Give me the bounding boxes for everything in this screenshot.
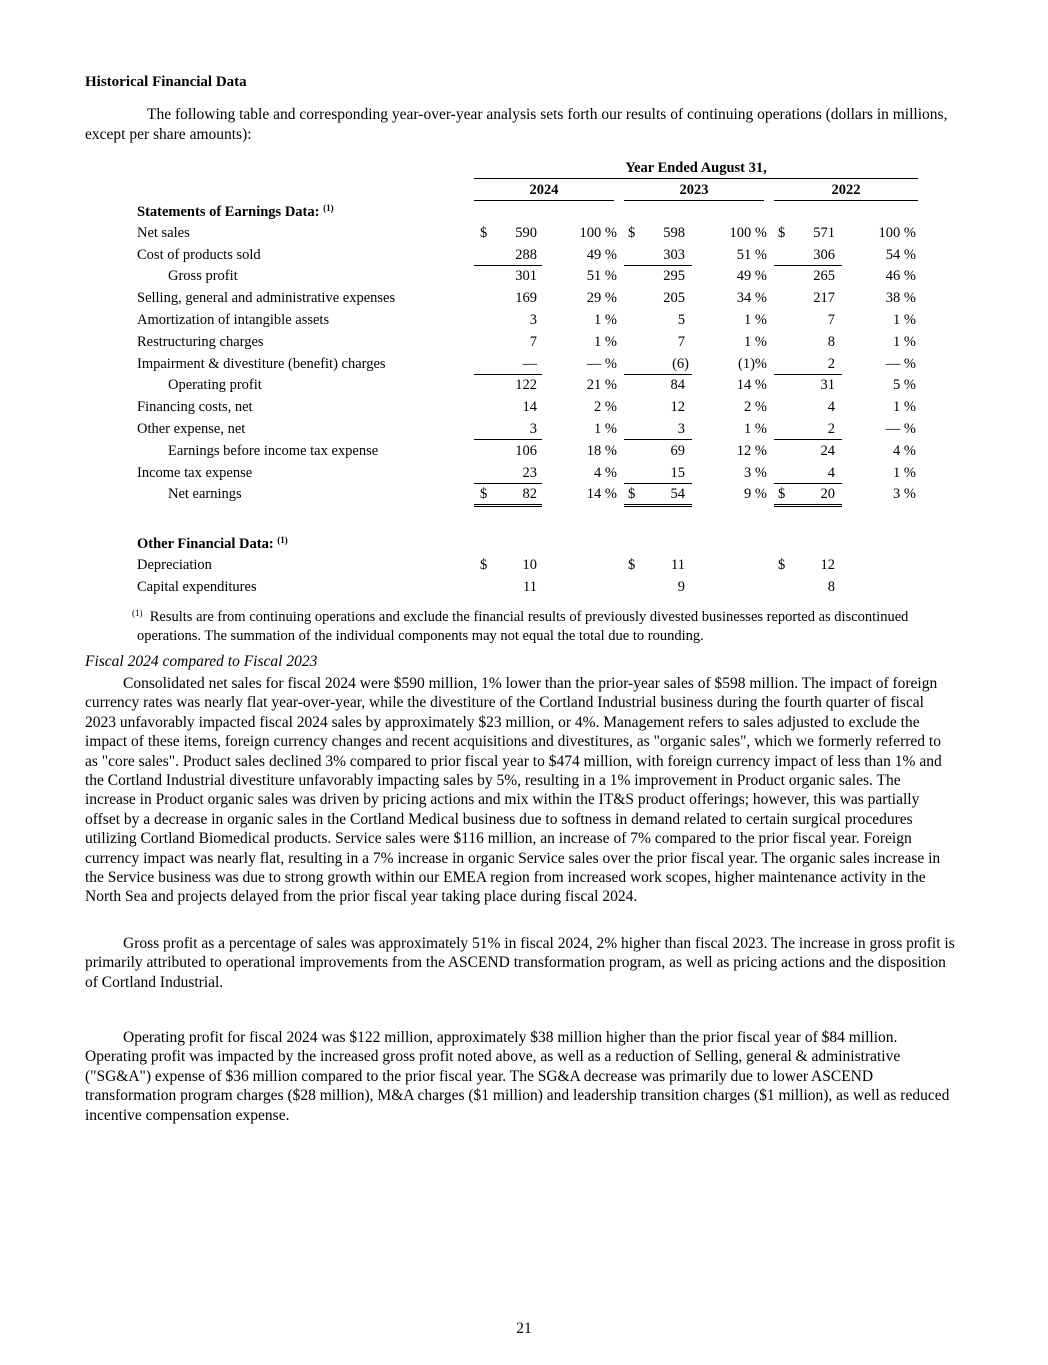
percent-2022: 1 % [893, 399, 916, 416]
amount-2022: 20 [820, 486, 835, 503]
row-label: Depreciation [137, 556, 212, 573]
percent-2023: 100 % [729, 224, 767, 241]
amount-2022: 4 [827, 464, 835, 481]
amount-2024: 106 [515, 442, 537, 459]
amount-2023: 11 [671, 556, 685, 573]
row-label: Earnings before income tax expense [168, 442, 379, 459]
percent-2024: 4 % [594, 464, 617, 481]
percent-2022: 54 % [885, 246, 916, 263]
percent-2023: 1 % [744, 333, 767, 350]
period-header-rule [474, 178, 918, 179]
percent-2024: 100 % [579, 224, 617, 241]
subheading: Fiscal 2024 compared to Fiscal 2023 [85, 653, 318, 670]
amount-2023: (6) [672, 355, 689, 372]
amount-2024: 7 [529, 333, 537, 350]
row-label: Other expense, net [137, 420, 246, 437]
footnote-marker: (1) [132, 608, 143, 618]
amount-2024: 82 [522, 486, 537, 503]
amount-2022: 12 [820, 556, 835, 573]
row-label: Impairment & divestiture (benefit) charges [137, 355, 386, 372]
amount-2024: 10 [522, 556, 537, 573]
amount-2024: — [522, 355, 537, 372]
amount-2022: 2 [827, 420, 835, 437]
currency-symbol: $ [480, 556, 488, 573]
percent-2024: 49 % [586, 246, 617, 263]
amount-2023: 9 [677, 578, 685, 595]
table-row [134, 266, 918, 288]
percent-2023: 14 % [736, 377, 767, 394]
table-row [134, 419, 918, 441]
spacer-row [134, 506, 918, 533]
percent-2022: — % [885, 420, 916, 437]
table-row [134, 354, 918, 376]
table-row [134, 555, 918, 577]
percent-2023: 51 % [736, 246, 767, 263]
table-row [134, 375, 918, 397]
table-row [134, 463, 918, 485]
amount-2022: 24 [820, 442, 835, 459]
amount-2024: 14 [522, 399, 537, 416]
table-row [134, 245, 918, 267]
row-label: Net earnings [168, 486, 242, 503]
row-label: Net sales [137, 224, 190, 241]
percent-2023: 9 % [744, 486, 767, 503]
percent-2024: — % [586, 355, 617, 372]
row-label: Gross profit [168, 268, 238, 285]
amount-2022: 2 [827, 355, 835, 372]
percent-2023: 1 % [744, 311, 767, 328]
section-title: Historical Financial Data [85, 74, 247, 90]
row-label: Restructuring charges [137, 333, 264, 350]
amount-2023: 3 [677, 420, 685, 437]
percent-2022: 1 % [893, 464, 916, 481]
amount-2023: 5 [677, 311, 685, 328]
percent-2024: 18 % [586, 442, 617, 459]
amount-2022: 31 [820, 377, 835, 394]
percent-2022: 5 % [893, 377, 916, 394]
statements-heading: Statements of Earnings Data: $^{(1)}$ [137, 203, 334, 220]
amount-2024: 288 [515, 246, 537, 263]
amount-2023: 205 [663, 290, 685, 307]
percent-2023: 2 % [744, 399, 767, 416]
currency-symbol: $ [778, 556, 786, 573]
percent-2024: 1 % [594, 333, 617, 350]
intro-paragraph: The following table and corresponding year-over-year analysis sets forth our results of continuing operations (dollars in millions, except per share amounts): [85, 106, 948, 143]
amount-2023: 598 [663, 224, 685, 241]
other-heading: Other Financial Data: $^{(1)}$ [137, 535, 288, 553]
row-label: Operating profit [168, 377, 262, 394]
year-header-2023: 2023 [679, 182, 709, 198]
amount-2024: 3 [529, 420, 537, 437]
amount-2022: 571 [813, 224, 835, 241]
amount-2024: 122 [515, 377, 537, 394]
year-header-2022: 2022 [831, 182, 861, 198]
percent-2022: 46 % [885, 268, 916, 285]
percent-2023: (1)% [738, 355, 767, 372]
amount-2023: 303 [663, 246, 685, 263]
table-row [134, 484, 918, 506]
currency-symbol: $ [778, 224, 786, 241]
amount-2022: 7 [827, 311, 835, 328]
page-number: 21 [516, 1320, 532, 1337]
percent-2022: 38 % [885, 290, 916, 307]
percent-2024: 29 % [586, 290, 617, 307]
percent-2024: 1 % [594, 420, 617, 437]
paragraph-gross-profit: Gross profit as a percentage of sales was approximately 51% in fiscal 2024, 2% higher than fiscal 2023. The increase in gross profit is primarily attributed to operational improvements from the ASCEND transformation program, as well as pricing actions and the disposition of Cortland Industrial. [85, 935, 955, 991]
percent-2024: 14 % [586, 486, 617, 503]
percent-2022: 1 % [893, 311, 916, 328]
other-heading-row [134, 533, 918, 555]
table-row [134, 441, 918, 463]
row-label: Amortization of intangible assets [137, 311, 330, 328]
amount-2023: 54 [670, 486, 685, 503]
year-header-2024: 2024 [529, 182, 559, 198]
table-row [134, 288, 918, 310]
row-label: Capital expenditures [137, 578, 257, 595]
percent-2023: 49 % [736, 268, 767, 285]
table-row [134, 577, 918, 599]
row-label: Cost of products sold [137, 246, 261, 263]
footnote-text: Results are from continuing operations and exclude the financial results of previously divested businesses reported as discontinued operations. The summation of the individual components may not equal the total due to rounding. [137, 609, 909, 644]
table-row [134, 332, 918, 354]
amount-2023: 69 [670, 442, 685, 459]
percent-2023: 12 % [736, 442, 767, 459]
percent-2024: 21 % [586, 377, 617, 394]
currency-symbol: $ [628, 556, 636, 573]
percent-2024: 2 % [594, 399, 617, 416]
amount-2022: 217 [813, 290, 835, 307]
amount-2022: 265 [813, 268, 835, 285]
currency-symbol: $ [480, 486, 488, 503]
amount-2024: 11 [523, 578, 537, 595]
amount-2022: 8 [827, 333, 835, 350]
percent-2022: 4 % [893, 442, 916, 459]
percent-2022: 1 % [893, 333, 916, 350]
percent-2023: 1 % [744, 420, 767, 437]
amount-2023: 15 [670, 464, 685, 481]
amount-2024: 3 [529, 311, 537, 328]
percent-2023: 3 % [744, 464, 767, 481]
paragraph-operating-profit: Operating profit for fiscal 2024 was $122 million, approximately $38 million higher than the prior fiscal year of $84 million. Operating profit was impacted by the increased gross profit noted above, as well as a reduction of Selling, general & administrative ("SG&A") expense of $36 million compared to the prior fiscal year. The SG&A decrease was primarily due to lower ASCEND transformation program charges ($28 million), M&A charges ($1 million) and leadership transition charges ($1 million), as well as reduced incentive compensation expense. [85, 1029, 950, 1124]
percent-2024: 51 % [586, 268, 617, 285]
amount-2022: 306 [813, 246, 835, 263]
percent-2022: 100 % [878, 224, 916, 241]
table-row [134, 223, 918, 245]
percent-2024: 1 % [594, 311, 617, 328]
amount-2022: 4 [827, 399, 835, 416]
row-label: Selling, general and administrative expenses [137, 290, 396, 307]
amount-2023: 12 [670, 399, 685, 416]
percent-2023: 34 % [736, 290, 767, 307]
currency-symbol: $ [480, 224, 488, 241]
amount-2024: 590 [515, 224, 537, 241]
table-row [134, 397, 918, 419]
row-label: Income tax expense [137, 464, 253, 481]
amount-2024: 23 [522, 464, 537, 481]
percent-2022: 3 % [893, 486, 916, 503]
statements-heading-row [134, 201, 918, 223]
paragraph-net-sales: Consolidated net sales for fiscal 2024 were $590 million, 1% lower than the prior-year sales of $598 million. The impact of foreign currency rates was nearly flat year-over-year, while the divestiture of the Cortland Industrial business during the fourth quarter of fiscal 2023 unfavorably impacted fiscal 2024 sales by approximately $23 million, or 4%. Management refers to sales adjusted to exclude the impact of these items, foreign currency changes and recent acquisitions and divestitures, as "organic sales", which we formerly referred to as "core sales". Product sales declined 3% compared to prior fiscal year to $474 million, with foreign currency impact of less than 1% and the Cortland Industrial divestiture unfavorably impacting sales by 5%, resulting in a 1% improvement in Product organic sales. The increase in Product organic sales was driven by pricing actions and mix within the IT&S product offerings; however, this was partially offset by a decrease in organic sales in the Cortland Medical business due to softness in demand related to certain surgical procedures utilizing Cortland Biomedical products. Service sales were $116 million, an increase of 7% compared to the prior fiscal year. Foreign currency impact was nearly flat, resulting in a 7% increase in organic Service sales over the prior fiscal year. The organic sales increase in the Service business was due to strong growth within our EMEA region from increased work scopes, higher maintenance activity in the North Sea and projects delayed from the prior fiscal year taking place during fiscal 2024. [85, 675, 942, 906]
amount-2023: 84 [670, 377, 685, 394]
currency-symbol: $ [778, 486, 786, 503]
table-row [134, 310, 918, 332]
amount-2022: 8 [827, 578, 835, 595]
amount-2023: 7 [677, 333, 685, 350]
amount-2023: 295 [663, 268, 685, 285]
percent-2022: — % [885, 355, 916, 372]
currency-symbol: $ [628, 486, 636, 503]
currency-symbol: $ [628, 224, 636, 241]
row-label: Financing costs, net [137, 399, 253, 416]
footnote [112, 604, 962, 646]
period-header: Year Ended August 31, [625, 160, 767, 176]
amount-2024: 169 [515, 290, 537, 307]
amount-2024: 301 [515, 268, 537, 285]
